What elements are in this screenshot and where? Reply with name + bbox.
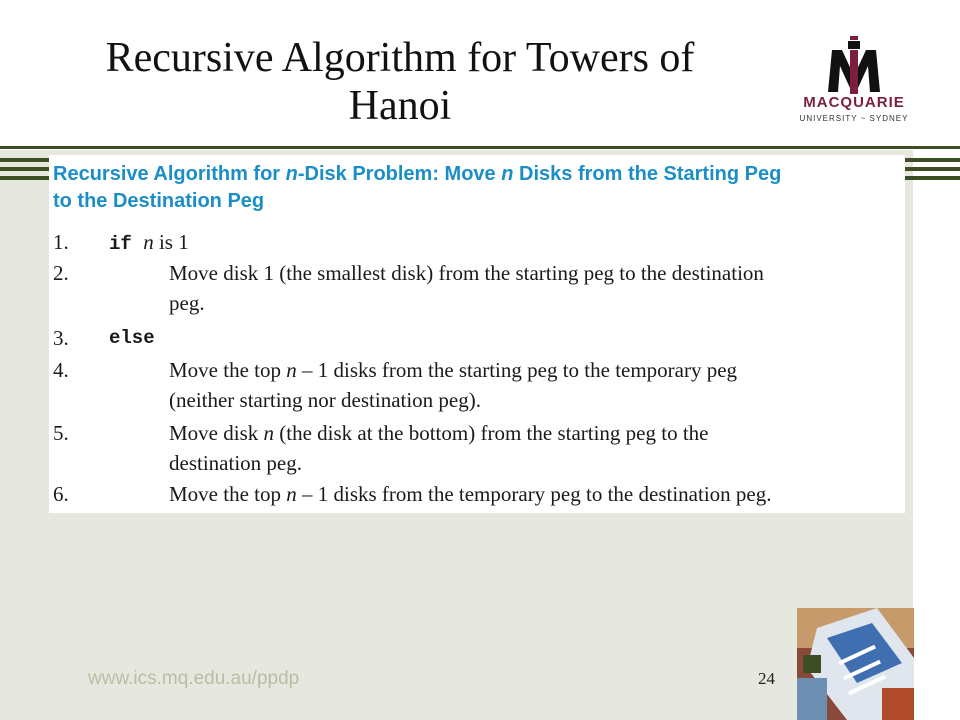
step-text: Move the top n – 1 disks from the starting peg to the temporary peg (neither starting nor destination peg). <box>169 355 905 415</box>
title-line-1: Recursive Algorithm for Towers of <box>105 35 695 81</box>
step-4-line-2: (neither starting nor destination peg). <box>169 388 481 412</box>
step-number: 3. <box>53 326 69 350</box>
step-number: 6. <box>53 482 69 506</box>
step-2-line-2: peg. <box>169 291 205 315</box>
var-n: n <box>286 482 297 506</box>
logo-subtitle: UNIVERSITY ~ SYDNEY <box>799 114 909 123</box>
step-2-line-1: Move disk 1 (the smallest disk) from the starting peg to the destination <box>169 261 764 285</box>
heading-var-n: n <box>285 163 298 185</box>
var-n: n <box>143 230 154 254</box>
algorithm-heading <box>53 161 903 215</box>
title-line-2: Hanoi <box>348 83 452 129</box>
step-5-line-2: destination peg. <box>169 451 302 475</box>
keyword-if: if <box>109 233 132 255</box>
corner-accent-square <box>803 655 821 673</box>
logo-university-name: MACQUARIE <box>803 94 905 111</box>
slide-title <box>40 34 760 130</box>
step-text <box>109 227 845 259</box>
step-number: 2. <box>53 261 69 285</box>
page-number: 24 <box>758 669 775 688</box>
title-divider <box>0 146 960 149</box>
heading-text-a: Recursive Algorithm for <box>53 163 286 185</box>
var-n: n <box>263 421 274 445</box>
step-number: 1. <box>53 230 69 254</box>
step-1-rest: is 1 <box>153 230 189 254</box>
footer-url: www.ics.mq.edu.au/ppdp <box>88 668 300 689</box>
heading-line-2: to the Destination Peg <box>53 190 265 212</box>
step-text: Move disk n (the disk at the bottom) from the starting peg to the destination peg. <box>169 418 905 478</box>
heading-var-n-2: n <box>501 163 514 185</box>
heading-text-e: Disks from the Starting Peg <box>513 163 782 185</box>
macquarie-m-icon <box>798 36 910 98</box>
step-number: 4. <box>53 358 69 382</box>
macquarie-logo <box>798 36 910 136</box>
heading-text-c: -Disk Problem: Move <box>297 163 502 185</box>
var-n: n <box>286 358 297 382</box>
step-text <box>169 258 905 318</box>
step-text: Move the top n – 1 disks from the temporary peg to the destination peg. <box>169 482 772 506</box>
keyword-else: else <box>109 327 155 349</box>
algorithm-box <box>49 155 905 513</box>
step-number: 5. <box>53 421 69 445</box>
